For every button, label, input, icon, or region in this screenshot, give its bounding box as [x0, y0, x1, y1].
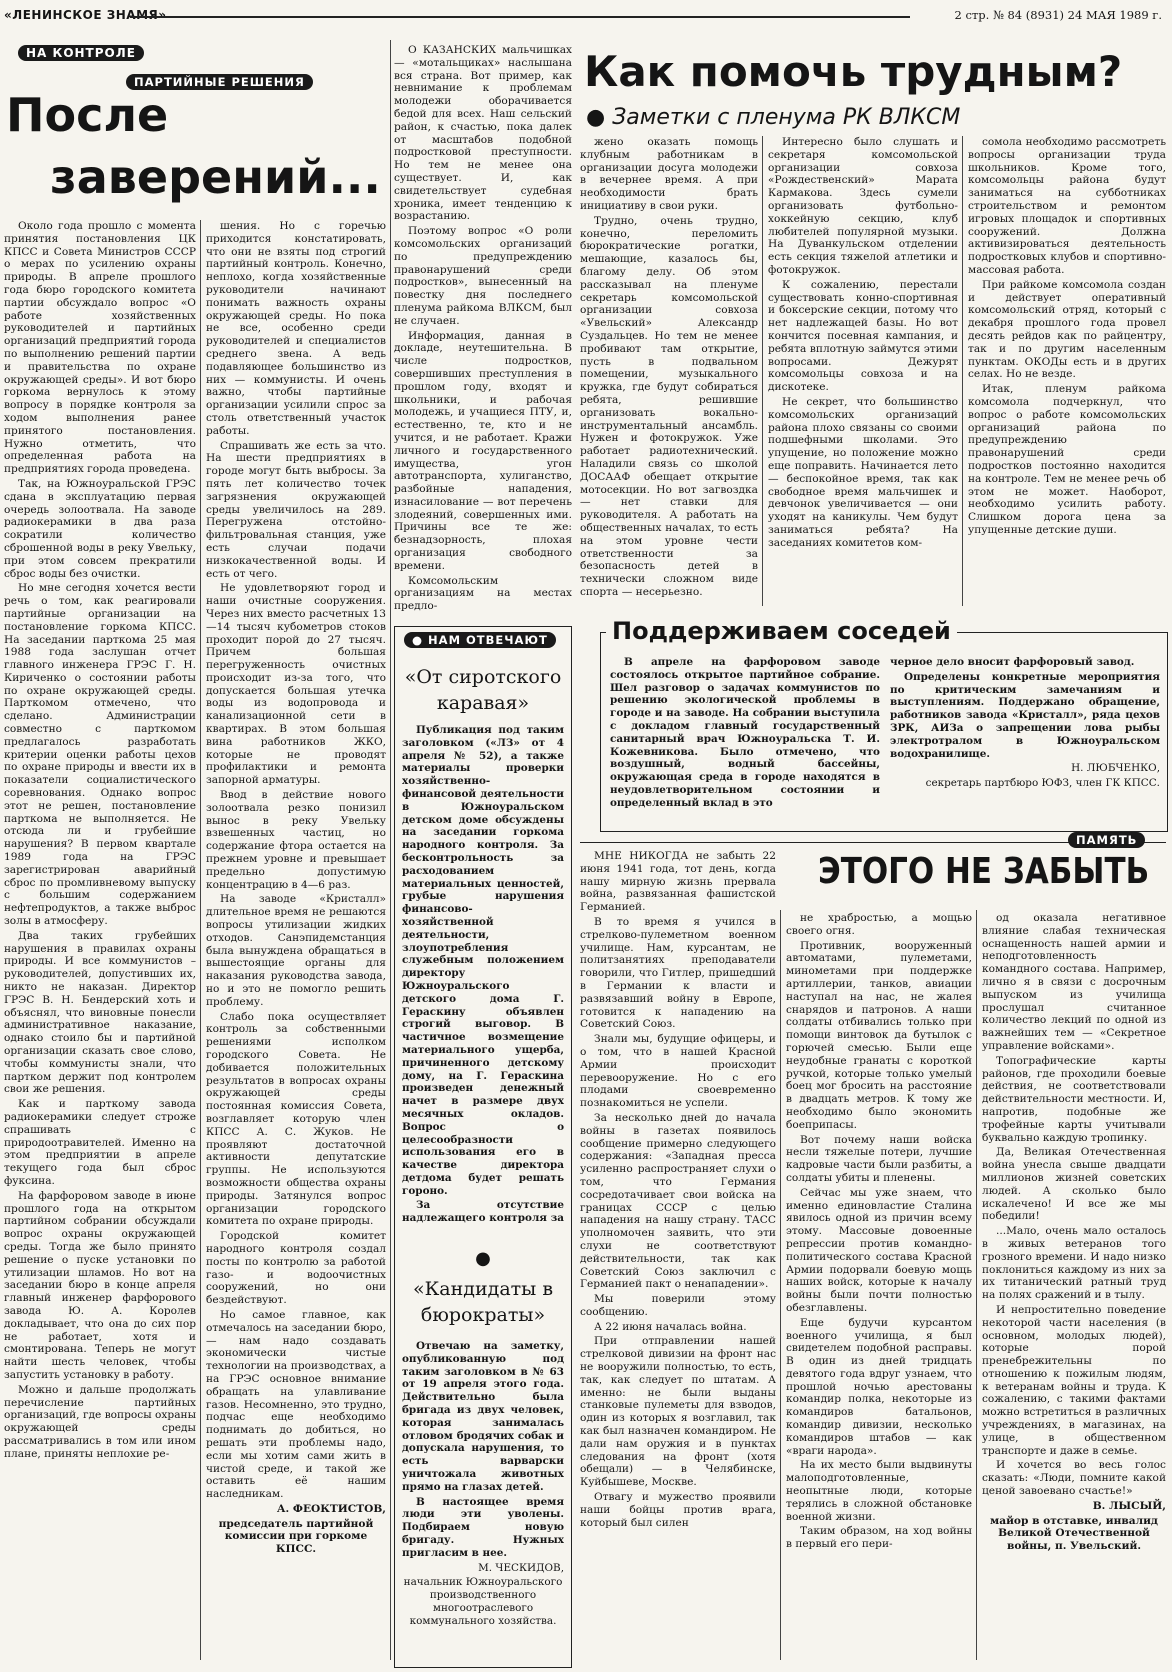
left-article-col2: шения. Но с горечью приходится констатировать, что они не взяты под строгий партийный контроль. Конечно, неплохо, когда хозяйственные руководители начинают понимать важность охраны окружающей среды. Но пока не все, особенно среди руководителей и специалистов среднего звена. А ведь подавляющее большинство из них — коммунисты. И очень важно, чтобы партийные организации усилили спрос за столь ответственный участок работы. Спрашивать же есть за что. На шести предприятиях в городе могут быть выбросы. За пять лет количество точек загрязнения окружающей среды увеличилось на 289. Перегружена отстойно-фильтровальная станция, уже есть случаи подачи низкокачественной воды. И есть от чего. Не удовлетворяют город и наши очистные сооружения. Через них вместо расчетных 13—14 тысяч кубометров стоков проходит порой до 27 тысяч. Причем большая перегруженность очистных происходит из-за того, что допускается большая утечка воды из водопровода и канализационной сети в квартирах. В этом большая вина работников ЖКО, которые не проводят профилактики и ремонта запорной арматуры. Ввод в действие нового золоотвала резко понизил вынос в реку Увельку взвешенных частиц, но содержание фтора остается на прежнем уровне и превышает предельно допустимую концентрацию в 4—6 раз. На заводе «Кристалл» длительное время не решаются вопросы утилизации жидких отходов. Санэпидемстанция была вынуждена обращаться в вышестоящие органы для наказания руководства завода, но и это не помогло решить проблему. Слабо пока осуществляет контроль за собственными решениями исполком городского Совета. Не добивается положительных результатов в вопросах охраны окружающей среды постоянная комиссия Совета, возглавляет которую член КПСС А. С. Жуков. Не проявляют достаточной активности депутатские группы. Не используются возможности общества охраны природы. Затянулся вопрос организации городского комитета по охране природы. Городской комитет народного контроля создал посты по контролю за работой газо- и водоочистных сооружений, но они бездействуют. Но самое главное, как отмечалось на заседании бюро, — нам надо создавать экономически чистые технологии на производствах, а на ГРЭС основное внимание обращать на улавливание газов. Несомненно, это трудно, подчас еще необходимо поднимать до добиться, но решать эти проблемы надо, если мы хотим сами жить в чистой среде, и такой же оставить её нашим наследникам. А. ФЕОКТИСТОВ, председатель партийной комиссии при горкоме КПСС.	[206, 220, 386, 1556]
masthead-issue: 2 стр. № 84 (8931) 24 МАЯ 1989 г.	[954, 8, 1162, 22]
memory-col3: од оказала негативное влияние слабая техническая оснащенность нашей армии и неподготовленность командного состава. Например, лично я в связи с досрочным выпуском из училища прослушал считанное количество лекций по одной из важнейших тем — «Секретное управление войсками». Топографические карты районов, где проходили боевые действия, не соответствовали действительности местности. И, напротив, подобные же трофейные карты учитывали буквально каждую тропинку. Да, Великая Отечественная война унесла свыше двадцати миллионов жизней советских людей. А сколько было искалечено! И все же мы победили! ...Мало, очень мало осталось в живых ветеранов того грозного времени. И надо низко поклониться каждому из них за их титанический ратный труд на полях сражений и в тылу. И непростительно поведение некоторой части населения (в основном, молодых людей), которые порой пренебрежительны по отношению к пожилым людям, к ветеранам войны и труда. К сожалению, с такими фактами можно встретиться в различных учреждениях, в магазинах, на улице, в общественном транспорте и даже в семье. И хочется во весь голос сказать: «Люди, помните какой ценой завоевано счастье!» В. ЛЫСЫЙ, майор в отставке, инвалид Великой Отечественной войны, п. Увельский.	[982, 912, 1166, 1553]
rubric-na-kontrole: НА КОНТРОЛЕ	[18, 45, 144, 61]
neighbors-col2: черное дело вносит фарфоровый завод. Определены конкретные мероприятия по критическим замечаниям и выступлениям. Поддержано обращение, работников завода «Кристалл», ряда цехов ЗРК, АИЗа о запрещении лова рыбы электротралом в Южноуральском водохранилище. Н. ЛЮБЧЕНКО, секретарь партбюро ЮФЗ, член ГК КПСС.	[890, 656, 1160, 790]
neighbors-signature-role: секретарь партбюро ЮФЗ, член ГК КПСС.	[925, 777, 1160, 790]
left-article-signature-role: председатель партийной комиссии при горкоме КПСС.	[218, 1517, 374, 1556]
answer-title-2: «Кандидаты в бюрократы»	[412, 1278, 554, 1326]
memory-col1: МНЕ НИКОГДА не забыть 22 июня 1941 года, тот день, когда нашу мирную жизнь прервала война, развязанная фашистской Германией. В то время я учился в стрелково-пулеметном военном училище. Нам, курсантам, не политзанятиях преподаватели говорили, что Гитлер, пришедший в Германии к власти и развязавший войну в Европе, готовится к нападению на Советский Союз. Знали мы, будущие офицеры, и о том, что в нашей Красной Армии происходит перевооружение. Но с его плодами своевременно познакомиться не успели. За несколько дней до начала войны в газетах появилось сообщение примерно следующего содержания: «Западная пресса усиленно распространяет слухи о том, что Германия сосредотачивает свои войска на границах СССР с целью нападения на нашу страну. ТАСС уполномочен заявить, что эти слухи не соответствуют действительности, так как Советский Союз заключил с Германией пакт о ненападении». Мы поверили этому сообщению. А 22 июня началась война. При отправлении нашей стрелковой дивизии на фронт нас не вооружили полностью, то есть, так, как следует по штатам. А именно: не были выданы станковые пулеметы для взводов, один из которых я возглавил, так как был назначен командиром. Не дали нам оружия и в пунктах следования на фронт (хотя обещали) — в Челябинске, Куйбышеве, Москве. Отвагу и мужество проявили наши бойцы против врага, который был силен	[580, 850, 776, 1529]
right-article-col2: Интересно было слушать и секретаря комсомольской организации совхоза «Рождественский» Марата Кармакова. Здесь сумели организовать футбольно-хоккейную секцию, клуб любителей популярной музыки. На Дуванкульском отделении есть секция тяжелой атлетики и фотокружок. К сожалению, перестали существовать конно-спортивная и боксерские секции, потому что нет надлежащей базы. Но вот кончится посевная кампания, и ребята вплотную займутся этими вопросами. Дежурят комсомольцы совхоза и на дискотеке. Не секрет, что большинство комсомольских организаций района плохо связаны со своими подшефными школами. Это упущение, но положение можно еще поправить. Начинается лето — беспокойное время, так как свободное время мальчишек и девчонок увеличивается — они уходят на каникулы. Чем будут заниматься ребята? На заседаниях комитетов ком-	[768, 136, 958, 549]
subheadline-plenum: ● Заметки с пленума РК ВЛКСМ	[586, 105, 961, 130]
answer-sig-2: М. ЧЕСКИДОВ,	[478, 1561, 564, 1574]
neighbors-col1: В апреле на фарфоровом заводе состоялось открытое партийное собрание. Шел разговор о задачах коммунистов по решению экологической проблемы в городе и на заводе. На собрании выступила с докладом главный государственный санитарный врач Южноуральска Т. И. Кожевникова. Было отмечено, что воздушный, водный бассейны, окружающая среда в городе находятся в неудовлетворительном состоянии и определенный вклад в это	[610, 656, 880, 809]
rubric-partiynye-resheniya: ПАРТИЙНЫЕ РЕШЕНИЯ	[126, 74, 313, 90]
left-article-col1: Около года прошло с момента принятия постановления ЦК КПСС и Совета Министров СССР о мерах по усилению охраны природы. В апреле прошлого года бюро городского комитета партии обсуждало вопрос «О работе хозяйственных руководителей и партийных организаций предприятий города по выполнению решений партии и правительства по охране окружающей среды». И вот бюро горкома вернулось к этому вопросу в порядке контроля за ходом выполнения ранее принятого постановления. Нужно отметить, что определенная работа на предприятиях города проведена. Так, на Южноуральской ГРЭС сдана в эксплуатацию первая очередь золоотвала. На заводе радиокерамики в два раза сократили количество сброшенной воды в реку Увельку, при этом совсем прекратили сброс воды без очистки. Но мне сегодня хочется вести речь о том, как реагировали партийные организации на постановление горкома КПСС. На заседании парткома 25 мая 1988 года заслушан отчет главного инженера ГРЭС Г. Н. Кириченко о состоянии работы по охране окружающей среды. Парткомом отмечено, что сделано. Администрации совместно с парткомом предлагалось разработать критерии оценки работы цехов по охране природы и ввести их в показатели социалистического соревнования. Однако вопрос этот не решен, постановление парткома не выполняется. Не отсюда ли и грубейшие нарушения? В первом квартале 1989 года на ГРЭС зарегистрирован аварийный сброс по промливневому выпуску с большим содержанием нефтепродуктов, а также выброс золы в атмосферу. Два таких грубейших нарушения в правилах охраны природы. И все коммунистов – руководителей, допустивших их, никто не наказан. Директор ГРЭС В. Н. Бендерский хоть и объяснял, что виновные понесли административное наказание, однако стоило бы и партийной организации сказать свое слово, чтобы коммунисты знали, что партком держит под контролем свои же решения. Как и парткому завода радиокерамики следует строже спрашивать с природоотравителей. Именно на этом предприятии в апреле текущего года был сброс фуксина. На фарфоровом заводе в июне прошлого года на открытом партийном собрании обсуждали вопрос охраны окружающей среды. Тогда же было принято решение о пуске установки по утилизации шламов. Но вот на заседании бюро в конце апреля главный инженер фарфорового завода Ю. А. Королев докладывает, что она до сих пор не работает, хотя и смонтирована. Теперь не могут найти шесть человек, чтобы запустить установку в работу. Можно и дальше продолжать перечисление партийных организаций, где вопросы охраны окружающей среды рассматривались в том или ином плане, приняты неплохие ре-	[4, 220, 196, 1460]
answer-text-1: Публикация под таким заголовком («ЛЗ» от 4 апреля № 52), а также материалы проверки хозяйственно-финансовой деятельности в Южноуральском детском доме обсуждены на заседании горкома народного контроля. За бесконтрольность за расходованием материальных ценностей, грубые нарушения финансово-хозяйственной деятельности, злоупотребления служебным положением директору Южноуральского детского дома Г. Гераскину объявлен строгий выговор. В частичное возмещение материального ущерба, причиненного детскому дому, на Г. Гераскина произведен денежный начет в размере двух месячных окладов. Вопрос о целесообразности использования его в качестве директора детдома будет решать гороно. За отсутствие надлежащего контроля за	[402, 724, 564, 1224]
neighbors-signature: Н. ЛЮБЧЕНКО,	[1071, 762, 1160, 775]
answer-title-1: «От сиротского каравая»	[404, 666, 562, 714]
right-article-col3: сомола необходимо рассмотреть вопросы организации труда школьников. Кроме того, комсомольцы района будут заниматься на субботниках строительством и ремонтом игровых площадок и спортивных сооружений. Должна активизироваться деятельность подростковых клубов и спортивно-массовая работа. При райкоме комсомола создан и действует оперативный комсомольский отряд, который с декабря прошлого года провел десять рейдов как по райцентру, так и по другим населенным пунктам. ОКОДы есть и в других селах. Но не везде. Итак, пленум райкома комсомола подчеркнул, что вопрос о работе комсомольских организаций района по предупреждению правонарушений среди подростков постоянно находится на контроле. Тем не менее речь об этом не может. Наоборот, необходимо усилить работу. Слишком дорога цена за упущенные детские души.	[968, 136, 1166, 536]
rubric-nam-otvechayut: ● НАМ ОТВЕЧАЮТ	[404, 632, 556, 648]
masthead-rule	[130, 16, 910, 18]
answer-text-2: Отвечаю на заметку, опубликованную под таким заголовком в № 63 от 19 апреля этого года. Действительно была бригада из двух человек, которая занималась отловом бродячих собак и допускала нарушения, то есть варварски уничтожала животных прямо на глазах детей. В настоящее время люди эти уволены. Подбираем новую бригаду. Нужных пригласим в нее. М. ЧЕСКИДОВ, начальник Южноуральского производственного многоотраслевого коммунального хозяйства.	[402, 1340, 564, 1627]
middle-column-text: О КАЗАНСКИХ мальчишках — «мотальщиках» наслышана вся страна. Вот пример, как невнимание к проблемам молодежи оборачивается бедой для всех. Наш сельский район, к счастью, пока далек от масштабов подобной подростковой преступности. Но тем не менее она существует. И, как свидетельствует судебная хроника, имеет тенденцию к возрастанию. Поэтому вопрос «О роли комсомольских организаций по предупреждению правонарушений среди подростков», вынесенный на повестку дня последнего пленума райкома ВЛКСМ, был не случаен. Информация, данная в докладе, неутешительна. В числе подростков, совершивших преступления в прошлом году, входят и школьники, и рабочая молодежь, и учащиеся ПТУ, и, естественно, те, кто и не учится, и не работает. Кражи личного и государственного имущества, угон автотранспорта, хулиганство, разбойные нападения, изнасилование — вот перечень злодеяний, совершенных ими. Причины все те же: безнадзорность, плохая организация свободного времени. Комсомольским организациям на местах предло-	[394, 44, 572, 612]
headline-kak-pomoch: Как помочь трудным?	[584, 47, 1123, 96]
left-article-signature: А. ФЕОКТИСТОВ,	[276, 1502, 386, 1515]
masthead-paper: «ЛЕНИНСКОЕ ЗНАМЯ»	[4, 8, 167, 22]
memory-signature-role: майор в отставке, инвалид Великой Отечественной войны, п. Увельский.	[990, 1514, 1158, 1553]
right-article-col1: жено оказать помощь клубным работникам в организации досуга молодежи в вечернее время. А при необходимости брать инициативу в свои руки. Трудно, очень трудно, конечно, переломить бюрократические рогатки, мешающие, казалось бы, благому делу. Об этом рассказывал на пленуме секретарь комсомольской организации совхоза «Увельский» Александр Суздальцев. Но тем не менее пробивают там открытие, пусть в подвальном помещении, музыкального кружка, где будут собираться ребята, решившие организовать вокально-инструментальный ансамбль. Нужен и фотокружок. Уже работает радиотехнический. Наладили связь со школой ДОСААФ обещает открытие мотосекции. Но вот загвоздка — нет ставки для руководителя. А работать на общественных началах, то есть на этом уровне чести ответственности за безопасность детей в технически сложном виде спорта — несерьезно.	[580, 136, 758, 598]
headline-posle: После	[6, 88, 169, 142]
neighbors-title: Поддерживаем соседей	[606, 616, 957, 646]
headline-etogo-ne-zabyt: ЭТОГО НЕ ЗАБЫТЬ	[818, 851, 1150, 892]
rubric-pamyat: ПАМЯТЬ	[1068, 832, 1145, 848]
memory-signature: В. ЛЫСЫЙ,	[1092, 1499, 1166, 1512]
answer-sig-2-role: начальник Южноуральского производственного многоотраслевого коммунального хозяйства.	[403, 1576, 563, 1627]
headline-zavereniy: заверений...	[50, 150, 381, 204]
answer-bullet: ●	[475, 1248, 491, 1269]
memory-col2: не храбростью, а мощью своего огня. Противник, вооруженный автоматами, пулеметами, минометами при поддержке артиллерии, танков, авиации наступал на нас, не жалея снарядов и патронов. А наши солдаты отбивались только при помощи винтовок да бутылок с горючей смесью. Были еще неудобные гранаты с короткой ручкой, которые только умелый боец мог бросить на расстояние в двадцать метров. К тому же необходимо было экономить боеприпасы. Вот почему наши войска несли тяжелые потери, лучшие кадровые части были разбиты, а солдаты убиты и пленены. Сейчас мы уже знаем, что именно единовластие Сталина явилось одной из причин всему этому. Массовые довоенные репрессии против командно-политического состава Красной Армии подорвали боевую мощь наших войск, которые к началу войны были почти полностью обезглавлены. Еще будучи курсантом военного училища, я был свидетелем подобной расправы. В один из дней тридцать девятого года вдруг узнаем, что прошлой ночью арестованы командир полка, некоторые из командиров батальонов, командир дивизии, несколько командиров штабов — как «враги народа». На их место были выдвинуты малоподготовленные, неопытные люди, которые терялись в сложной обстановке военной жизни. Таким образом, на ход войны в первый его пери-	[786, 912, 972, 1551]
